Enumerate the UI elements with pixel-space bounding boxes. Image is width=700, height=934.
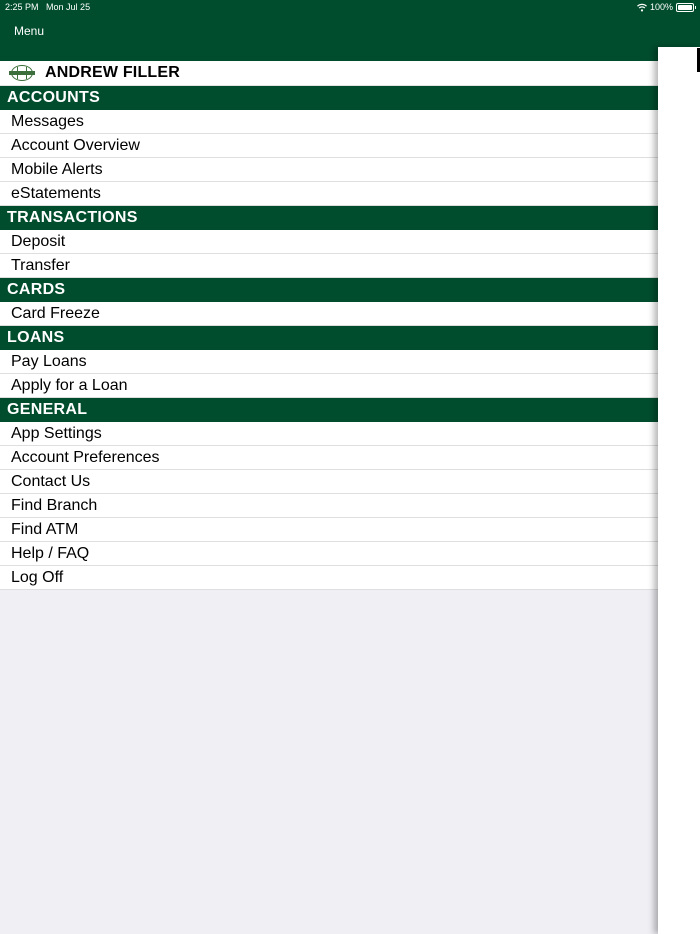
- menu-item-find-branch[interactable]: Find Branch: [0, 494, 658, 518]
- section-header-accounts: ACCOUNTS: [0, 86, 658, 110]
- status-time-date: [5, 2, 90, 12]
- menu-item-find-atm[interactable]: Find ATM: [0, 518, 658, 542]
- user-name: ANDREW FILLER: [45, 64, 181, 81]
- battery-icon: [676, 3, 694, 12]
- menu-item-help-faq[interactable]: Help / FAQ: [0, 542, 658, 566]
- status-indicators: [637, 2, 694, 12]
- menu-item-contact-us[interactable]: Contact Us: [0, 470, 658, 494]
- menu-item-pay-loans[interactable]: Pay Loans: [0, 350, 658, 374]
- menu-item-app-settings[interactable]: App Settings: [0, 422, 658, 446]
- menu-item-apply-for-a-loan[interactable]: Apply for a Loan: [0, 374, 658, 398]
- user-header: [0, 61, 658, 86]
- menu-item-log-off[interactable]: Log Off: [0, 566, 658, 590]
- menu-item-card-freeze[interactable]: Card Freeze: [0, 302, 658, 326]
- menu-item-mobile-alerts[interactable]: Mobile Alerts: [0, 158, 658, 182]
- section-header-general: GENERAL: [0, 398, 658, 422]
- side-menu: [0, 61, 658, 934]
- section-header-cards: CARDS: [0, 278, 658, 302]
- menu-item-messages[interactable]: Messages: [0, 110, 658, 134]
- menu-item-estatements[interactable]: eStatements: [0, 182, 658, 206]
- wifi-icon: [637, 3, 647, 12]
- top-navigation-bar: [0, 0, 700, 61]
- menu-item-account-overview[interactable]: Account Overview: [0, 134, 658, 158]
- battery-percentage: 100%: [649, 2, 673, 12]
- menu-item-transfer[interactable]: Transfer: [0, 254, 658, 278]
- section-header-transactions: TRANSACTIONS: [0, 206, 658, 230]
- content-panel-peek[interactable]: [658, 47, 700, 934]
- status-time: 2:25 PM: [5, 2, 39, 12]
- section-header-loans: LOANS: [0, 326, 658, 350]
- bank-logo-icon: [11, 65, 33, 81]
- menu-item-account-preferences[interactable]: Account Preferences: [0, 446, 658, 470]
- menu-button[interactable]: Menu: [14, 24, 45, 38]
- status-date: Mon Jul 25: [46, 2, 91, 12]
- menu-item-deposit[interactable]: Deposit: [0, 230, 658, 254]
